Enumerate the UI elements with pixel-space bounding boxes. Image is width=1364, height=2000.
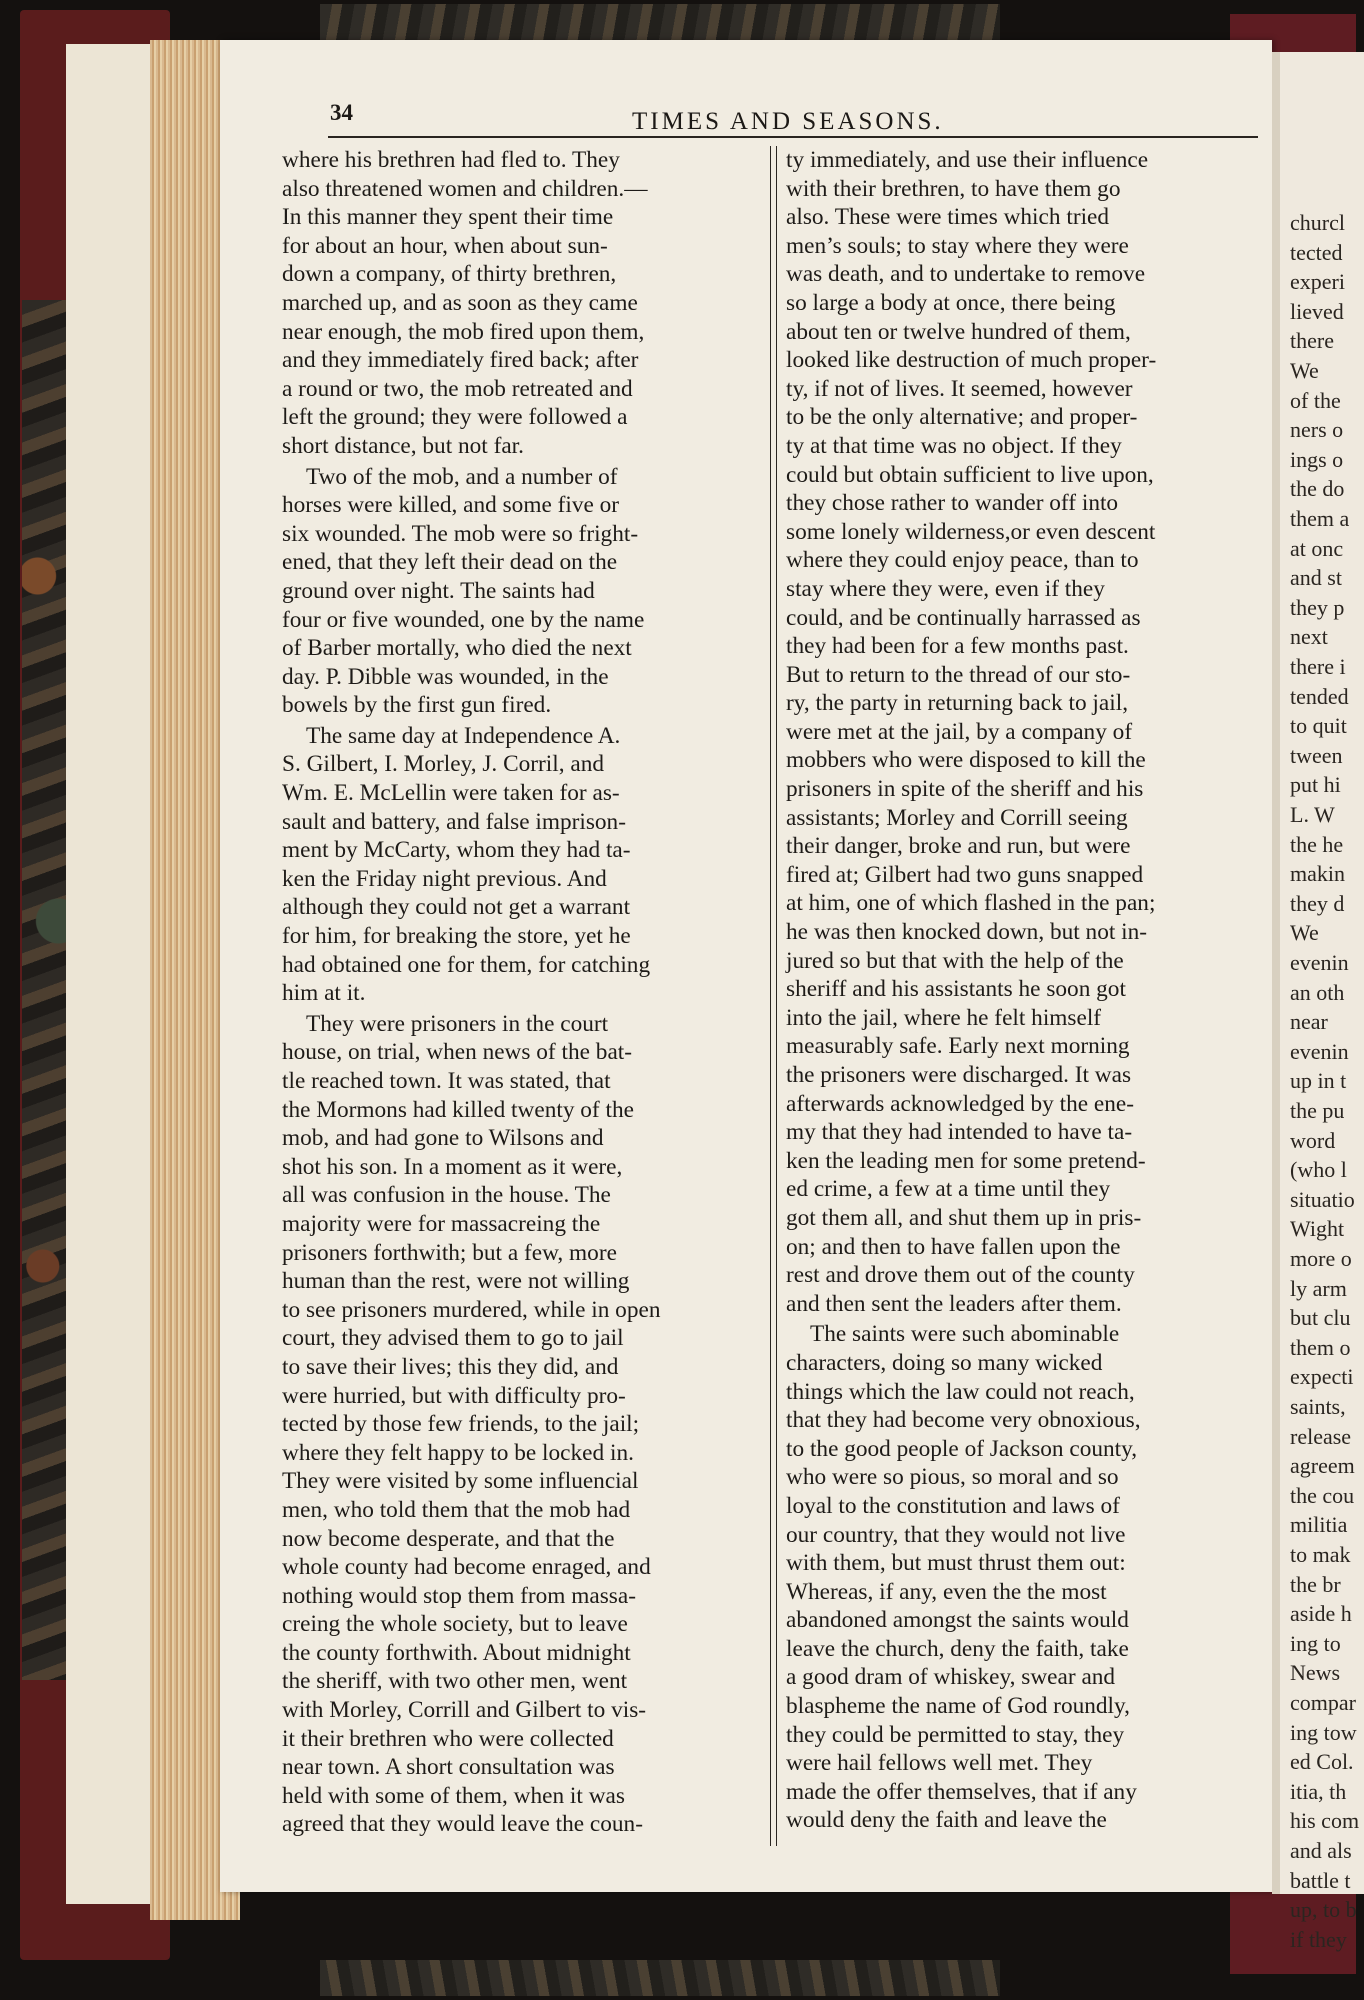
next-page-line: they p — [1290, 594, 1345, 620]
text-line: my that they had intended to have ta- — [786, 1119, 1133, 1146]
page-number: 34 — [330, 100, 353, 125]
text-line: stay where they were, even if they — [786, 575, 1105, 602]
next-page-line: saints, — [1290, 1394, 1346, 1419]
text-line: to be the only alternative; and proper- — [786, 404, 1138, 431]
text-line: ground over night. The saints had — [282, 577, 595, 604]
text-line: down a company, of thirty brethren, — [282, 261, 617, 288]
next-page-line: ings o — [1290, 446, 1344, 472]
text-line: who were so pious, so moral and so — [786, 1464, 1119, 1491]
text-line: leave the church, deny the faith, take — [786, 1635, 1129, 1662]
text-line: marched up, and as soon as they came — [282, 289, 638, 316]
text-line: prisoners forthwith; but a few, more — [282, 1239, 617, 1266]
text-line: they had been for a few months past. — [786, 633, 1129, 660]
text-line: near enough, the mob fired upon them, — [282, 318, 645, 345]
text-line: it their brethren who were collected — [282, 1725, 614, 1752]
text-line: the Mormons had killed twenty of the — [282, 1096, 634, 1123]
next-page-fragment — [1272, 52, 1364, 1952]
next-page-line: near — [1290, 1009, 1328, 1035]
text-line: blaspheme the name of God roundly, — [786, 1693, 1130, 1720]
text-line: They were visited by some influencial — [282, 1468, 639, 1495]
next-page-line: agreem — [1290, 1453, 1355, 1479]
text-line: into the jail, where he felt himself — [786, 1004, 1102, 1031]
next-page-line: lieved — [1290, 298, 1344, 324]
text-line: prisoners in spite of the sheriff and his — [786, 776, 1144, 803]
next-page-line: battle t — [1290, 1867, 1351, 1893]
text-line: where his brethren had fled to. They — [282, 147, 620, 173]
next-page-line: tween — [1290, 742, 1343, 768]
next-page-line: ed Col. — [1290, 1749, 1354, 1775]
next-page-line: up in t — [1290, 1068, 1347, 1094]
text-line: ry, the party in returning back to jail, — [786, 690, 1129, 717]
next-page-line: aside h — [1290, 1601, 1352, 1627]
text-line: Wm. E. McLellin were taken for as- — [282, 780, 620, 807]
next-page-line: put hi — [1290, 772, 1341, 798]
text-line: our country, that they would not live — [786, 1521, 1126, 1548]
text-line: of Barber mortally, who died the next — [282, 635, 632, 662]
text-line: they chose rather to wander off into — [786, 490, 1119, 517]
text-line: court, they advised them to go to jail — [282, 1325, 624, 1352]
next-page-line: ners o — [1290, 417, 1344, 443]
text-line: to see prisoners murdered, while in open — [282, 1296, 661, 1323]
text-line: on; and then to have fallen upon the — [786, 1233, 1121, 1260]
next-page-line: We — [1290, 358, 1319, 383]
next-page-line: the br — [1290, 1571, 1341, 1597]
text-line: In this manner they spent their time — [282, 204, 614, 231]
text-line: a round or two, the mob retreated and — [282, 375, 633, 402]
next-page-line: tected — [1290, 239, 1343, 265]
text-line: with Morley, Corrill and Gilbert to vis- — [282, 1697, 647, 1724]
text-line: nothing would stop them from massa- — [282, 1582, 636, 1609]
next-page-line: Wight — [1290, 1216, 1345, 1242]
text-line: that they had become very obnoxious, — [786, 1407, 1141, 1434]
next-page-line: more o — [1290, 1246, 1352, 1271]
text-line: made the offer themselves, that if any — [786, 1778, 1137, 1805]
text-line: ken the Friday night previous. And — [282, 865, 607, 892]
text-line: fired at; Gilbert had two guns snapped — [786, 861, 1144, 888]
text-line: house, on trial, when news of the bat- — [282, 1039, 633, 1066]
text-line: ment by McCarty, whom they had ta- — [282, 837, 631, 864]
text-line: sault and battery, and false imprison- — [282, 808, 626, 835]
text-line: loyal to the constitution and laws of — [786, 1492, 1120, 1519]
text-line: some lonely wilderness,or even descent — [786, 518, 1156, 545]
text-line: horses were killed, and some five or — [282, 492, 620, 519]
text-line: also. These were times which tried — [786, 204, 1110, 231]
next-page-line: and als — [1290, 1838, 1352, 1863]
next-page-line: to mak — [1290, 1542, 1351, 1567]
text-line: The same day at Independence A. — [306, 722, 621, 749]
next-page-line: them a — [1290, 506, 1350, 531]
text-line: But to return to the thread of our sto- — [786, 661, 1131, 688]
text-line: human than the rest, were not willing — [282, 1268, 630, 1295]
text-line: assistants; Morley and Corrill seeing — [786, 804, 1128, 831]
text-line: measurably safe. Early next morning — [786, 1033, 1130, 1060]
text-line: the sheriff, with two other men, went — [282, 1668, 628, 1695]
text-line: afterwards acknowledged by the ene- — [786, 1090, 1134, 1117]
next-page-line: evenin — [1290, 1038, 1349, 1064]
text-line: men, who told them that the mob had — [282, 1496, 631, 1523]
next-page-line: News — [1290, 1660, 1341, 1686]
next-page-line: there i — [1290, 654, 1346, 679]
running-title: TIMES AND SEASONS. — [632, 108, 944, 135]
next-page-line: experi — [1290, 269, 1345, 295]
text-line: ty immediately, and use their influence — [786, 147, 1149, 173]
text-line: they could be permitted to stay, they — [786, 1721, 1125, 1748]
next-page-line: the he — [1290, 831, 1344, 857]
next-page-line: to quit — [1290, 713, 1347, 739]
next-page-line: an oth — [1290, 979, 1345, 1005]
text-line: mobbers who were disposed to kill the — [786, 747, 1146, 774]
next-page-line: compar — [1290, 1690, 1356, 1715]
text-line: agreed that they would leave the coun- — [282, 1811, 643, 1838]
text-line: ty, if not of lives. It seemed, however — [786, 375, 1133, 402]
text-line: a good dram of whiskey, swear and — [786, 1664, 1116, 1691]
next-page-line: ly arm — [1290, 1275, 1347, 1301]
text-line: day. P. Dibble was wounded, in the — [282, 663, 609, 690]
text-line: men’s souls; to stay where they were — [786, 232, 1129, 259]
text-line: rest and drove them out of the county — [786, 1262, 1135, 1289]
text-line: Two of the mob, and a number of — [306, 463, 618, 490]
next-page-line: situatio — [1290, 1186, 1355, 1212]
next-page-line: and st — [1290, 565, 1342, 591]
text-line: sheriff and his assistants he soon got — [786, 976, 1126, 1003]
text-line: tle reached town. It was stated, that — [282, 1068, 611, 1094]
next-page-line: word — [1290, 1127, 1336, 1153]
next-page-line: ing to — [1290, 1630, 1341, 1656]
next-page-line: there — [1290, 328, 1334, 354]
text-line: for him, for breaking the store, yet he — [282, 923, 631, 950]
text-line: six wounded. The mob were so fright- — [282, 520, 639, 547]
text-line: were hurried, but with difficulty pro- — [282, 1382, 626, 1409]
text-line: mob, and had gone to Wilsons and — [282, 1125, 604, 1152]
text-line: ed crime, a few at a time until they — [786, 1176, 1111, 1203]
text-line: so large a body at once, there being — [786, 289, 1116, 316]
text-line: the county forthwith. About midnight — [282, 1639, 631, 1666]
marbled-edge-bottom — [320, 1960, 1000, 1996]
marbled-edge-top — [320, 4, 1000, 44]
next-page-line: (who l — [1290, 1157, 1347, 1183]
next-page-line: L. W — [1290, 802, 1335, 827]
text-line: for about an hour, when about sun- — [282, 232, 608, 259]
next-page-line: his com — [1290, 1808, 1360, 1834]
text-line: ken the leading men for some pretend- — [786, 1147, 1146, 1174]
next-page-line: if they — [1290, 1926, 1347, 1952]
text-line: held with some of them, when it was — [282, 1782, 625, 1809]
next-page-line: the cou — [1290, 1482, 1355, 1508]
text-line: where they felt happy to be locked in. — [282, 1439, 634, 1466]
next-page-line: churcl — [1290, 210, 1345, 235]
text-line: with their brethren, to have them go — [786, 175, 1121, 202]
text-line: ened, that they left their dead on the — [282, 549, 618, 576]
text-line: creing the whole society, but to leave — [282, 1611, 628, 1638]
text-line: S. Gilbert, I. Morley, J. Corril, and — [282, 751, 605, 778]
page-header — [328, 96, 1268, 140]
next-page-line: them o — [1290, 1334, 1351, 1360]
text-line: tected by those few friends, to the jail; — [282, 1411, 640, 1438]
next-page-line: evenin — [1290, 950, 1349, 975]
next-page-line: of the — [1290, 387, 1341, 413]
text-line: were met at the jail, by a company of — [786, 718, 1133, 745]
header-rule — [328, 136, 1258, 138]
text-line: now become desperate, and that the — [282, 1525, 615, 1552]
text-line: looked like destruction of much proper- — [786, 347, 1157, 374]
next-page-line: expecti — [1290, 1364, 1354, 1390]
text-line: at him, one of which flashed in the pan; — [786, 890, 1156, 917]
text-line: to save their lives; this they did, and — [282, 1353, 619, 1380]
next-page-line: the do — [1290, 476, 1345, 502]
next-page-line: release — [1290, 1423, 1352, 1449]
next-page-line: but clu — [1290, 1305, 1351, 1331]
text-column-left — [282, 146, 756, 1839]
text-column-right — [786, 146, 1260, 1835]
next-page-line: ing tow — [1290, 1719, 1357, 1745]
column-divider — [770, 146, 777, 1846]
text-line: Whereas, if any, even the the most — [786, 1578, 1107, 1605]
text-line: The saints were such abominable — [810, 1321, 1120, 1348]
text-line: They were prisoners in the court — [306, 1010, 609, 1037]
text-line: four or five wounded, one by the name — [282, 606, 645, 633]
text-line: also threatened women and children.— — [282, 175, 648, 202]
next-page-line: the pu — [1290, 1098, 1345, 1123]
next-page-line: makin — [1290, 861, 1345, 887]
text-line: left the ground; they were followed a — [282, 404, 628, 431]
text-line: although they could not get a warrant — [282, 894, 631, 921]
text-line: could, and be continually harrassed as — [786, 604, 1141, 631]
text-line: short distance, but not far. — [282, 432, 524, 459]
text-line: things which the law could not reach, — [786, 1378, 1135, 1405]
text-line: whole county had become enraged, and — [282, 1554, 651, 1581]
next-page-line: at onc — [1290, 535, 1344, 561]
text-line: and then sent the leaders after them. — [786, 1290, 1122, 1317]
text-line: him at it. — [282, 980, 366, 1007]
next-page-line: tended — [1290, 683, 1349, 709]
text-line: got them all, and shut them up in pris- — [786, 1204, 1142, 1231]
text-line: about ten or twelve hundred of them, — [786, 318, 1131, 345]
next-page-line: they d — [1290, 890, 1345, 916]
next-page-line: We — [1290, 920, 1319, 946]
text-line: near town. A short consultation was — [282, 1754, 615, 1781]
text-line: their danger, broke and run, but were — [786, 833, 1131, 860]
next-page-line: itia, th — [1290, 1778, 1347, 1804]
text-line: would deny the faith and leave the — [786, 1807, 1107, 1834]
text-line: he was then knocked down, but not in- — [786, 919, 1148, 946]
text-line: all was confusion in the house. The — [282, 1182, 611, 1209]
text-line: jured so but that with the help of the — [786, 947, 1124, 974]
text-line: abandoned amongst the saints would — [786, 1607, 1129, 1634]
text-line: the prisoners were discharged. It was — [786, 1062, 1132, 1088]
text-line: ty at that time was no object. If they — [786, 432, 1122, 459]
text-line: shot his son. In a moment as it were, — [282, 1153, 623, 1180]
next-page-line: militia — [1290, 1512, 1348, 1538]
text-line: bowels by the first gun fired. — [282, 692, 552, 719]
text-line: where they could enjoy peace, than to — [786, 547, 1139, 574]
text-line: were hail fellows well met. They — [786, 1750, 1093, 1777]
next-page-line: next — [1290, 624, 1328, 650]
text-line: had obtained one for them, for catching — [282, 951, 651, 978]
text-line: characters, doing so many wicked — [786, 1349, 1103, 1376]
text-line: to the good people of Jackson county, — [786, 1435, 1138, 1462]
text-line: with them, but must thrust them out: — [786, 1550, 1126, 1577]
text-line: was death, and to undertake to remove — [786, 261, 1146, 288]
text-line: and they immediately fired back; after — [282, 347, 639, 374]
next-page-line: up, to b — [1290, 1897, 1357, 1923]
text-line: could but obtain sufficient to live upon, — [786, 461, 1154, 488]
text-line: majority were for massacreing the — [282, 1210, 601, 1237]
